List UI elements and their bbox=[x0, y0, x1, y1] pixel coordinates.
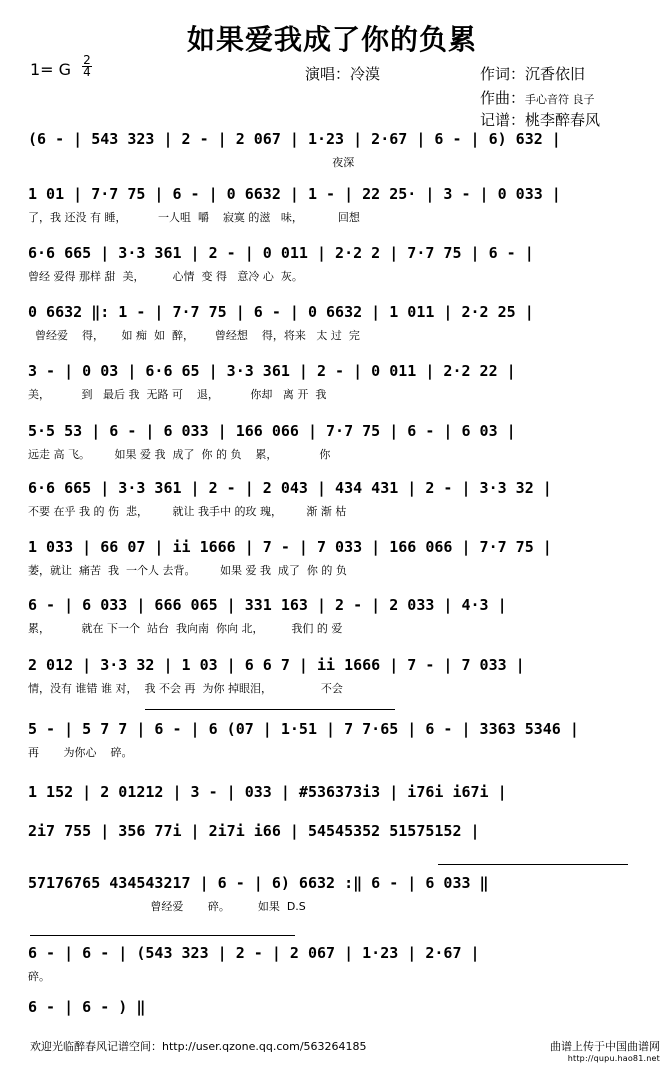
notation-line: 1 152 | 2 01212 | 3 - | 033 | #536373i3 | i76i i67i | bbox=[28, 783, 507, 801]
lyrics-line: 美， 到 最后 我 无路 可 退， 你却 离 开 我 bbox=[28, 388, 327, 401]
notation-line: 57176765 434543217 | 6 - | 6) 6632 :‖ 6 - | 6 033 ‖ bbox=[28, 874, 489, 892]
footer-source-url: http://qupu.hao81.net bbox=[567, 1054, 660, 1063]
notation-line: 5 - | 5 7 7 | 6 - | 6 (07 | 1·51 | 7 7·65 | 6 - | 3363 5346 | bbox=[28, 720, 579, 738]
notation-line: 1 01 | 7·7 75 | 6 - | 0 6632 | 1 - | 22 25· | 3 - | 0 033 | bbox=[28, 185, 561, 203]
notation-line: 6 - | 6 033 | 666 065 | 331 163 | 2 - | 2 033 | 4·3 | bbox=[28, 596, 507, 614]
lyrics-line: 曾经 爱得 那样 甜 美， 心情 变 得 意冷 心 灰。 bbox=[28, 270, 303, 283]
time-signature-top: 2 bbox=[83, 53, 91, 67]
time-signature bbox=[80, 55, 94, 78]
notation-line: 5·5 53 | 6 - | 6 033 | 166 066 | 7·7 75 | 6 - | 6 03 | bbox=[28, 422, 516, 440]
lyricist-credit: 作词：沉香依旧 bbox=[480, 65, 586, 83]
footer-website: 欢迎光临醉春风记谱空间：http://user.qzone.qq.com/563264185 bbox=[30, 1040, 367, 1053]
notator-credit: 记谱：桃李醉春风 bbox=[480, 111, 601, 129]
lyrics-line: 再 为你心 碎。 bbox=[28, 746, 133, 759]
notation-line: 6 - | 6 - ) ‖ bbox=[28, 998, 146, 1016]
volta-bracket bbox=[438, 864, 628, 865]
footer-source bbox=[536, 1038, 660, 1063]
page-title: 如果爱我成了你的负累 bbox=[186, 23, 477, 56]
notation-line: 2i7 755 | 356 77i | 2i7i i66 | 54545352 51575152 | bbox=[28, 822, 480, 840]
notation-line: 1 033 | 66 07 | ii 1666 | 7 - | 7 033 | 166 066 | 7·7 75 | bbox=[28, 538, 552, 556]
lyrics-line: 曾经爱 碎。 如果 D.S bbox=[28, 900, 306, 913]
composer-credit bbox=[480, 87, 595, 108]
lyrics-line: 不要 在乎 我 的 伤 悲， 就让 我手中 的玫 瑰， 渐 渐 枯 bbox=[28, 505, 347, 518]
notation-line: 6·6 665 | 3·3 361 | 2 - | 0 011 | 2·2 2 | 7·7 75 | 6 - | bbox=[28, 244, 534, 262]
lyrics-line: 情，没有 谁错 谁 对， 我 不会 再 为你 掉眼泪， 不会 bbox=[28, 682, 343, 695]
time-signature-bottom: 4 bbox=[83, 65, 91, 79]
singer-credit: 演唱：冷漠 bbox=[305, 65, 381, 83]
lyrics-line: 萎，就让 痛苦 我 一个人 去背。 如果 爱 我 成了 你 的 负 bbox=[28, 564, 347, 577]
lyrics-line: 了，我 还没 有 睡， 一人咀 嚼 寂寞 的滋 味， 回想 bbox=[28, 211, 360, 224]
footer-source-text: 曲谱上传于中国曲谱网 bbox=[550, 1040, 660, 1053]
lyrics-line: 曾经爱 得， 如 痴 如 醉， 曾经想 得，将来 太 过 完 bbox=[28, 329, 360, 342]
notation-line: (6 - | 543 323 | 2 - | 2 067 | 1·23 | 2·67 | 6 - | 6) 632 | bbox=[28, 130, 561, 148]
lyrics-line: 远走 高 飞。 如果 爱 我 成了 你 的 负 累， 你 bbox=[28, 448, 331, 461]
notation-line: 0 6632 ‖: 1 - | 7·7 75 | 6 - | 0 6632 | 1 011 | 2·2 25 | bbox=[28, 303, 534, 321]
notation-line: 6 - | 6 - | (543 323 | 2 - | 2 067 | 1·23 | 2·67 | bbox=[28, 944, 480, 962]
lyrics-line: 碎。 bbox=[28, 970, 50, 983]
notation-line: 3 - | 0 03 | 6·6 65 | 3·3 361 | 2 - | 0 011 | 2·2 22 | bbox=[28, 362, 516, 380]
composer-label: 作曲： bbox=[480, 89, 526, 107]
volta-bracket bbox=[30, 935, 295, 936]
key-signature: 1= G bbox=[30, 60, 72, 79]
notation-line: 6·6 665 | 3·3 361 | 2 - | 2 043 | 434 431 | 2 - | 3·3 32 | bbox=[28, 479, 552, 497]
lyrics-line: 夜深 bbox=[28, 156, 355, 169]
notation-line: 2 012 | 3·3 32 | 1 03 | 6 6 7 | ii 1666 | 7 - | 7 033 | bbox=[28, 656, 525, 674]
composer-names: 手心音符 良子 bbox=[525, 93, 595, 106]
volta-bracket bbox=[145, 709, 395, 710]
lyrics-line: 累， 就在 下一个 站台 我向南 你向 北， 我们 的 爱 bbox=[28, 622, 343, 635]
